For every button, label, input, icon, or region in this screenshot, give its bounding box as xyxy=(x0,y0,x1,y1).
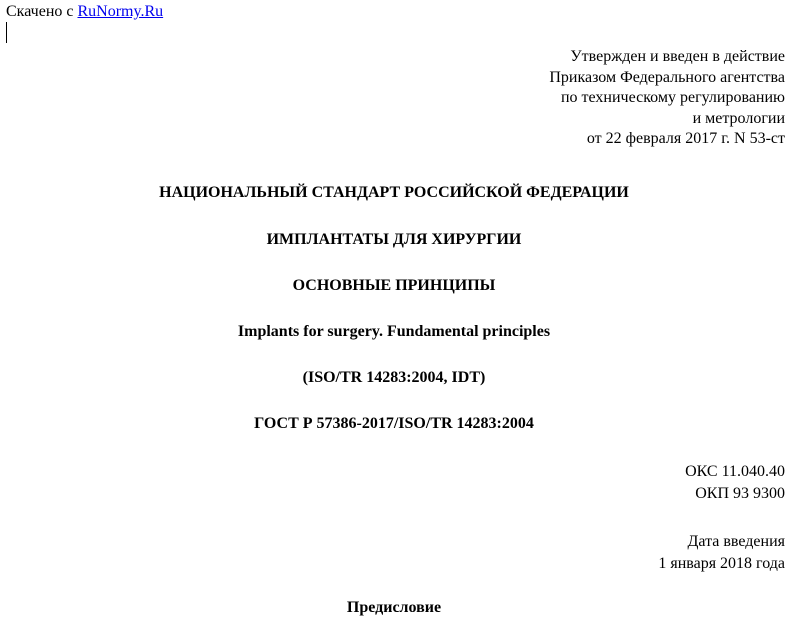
classification-codes xyxy=(685,461,785,505)
oks-code: ОКС 11.040.40 xyxy=(685,463,785,480)
approval-line: Приказом Федерального агентства xyxy=(549,68,785,86)
subtitle-ru-heading: ОСНОВНЫЕ ПРИНЦИПЫ xyxy=(292,277,496,294)
source-prefix: Скачено с xyxy=(6,3,78,20)
section-title: Предисловие xyxy=(346,599,442,616)
title-ru-heading: ИМПЛАНТАТЫ ДЛЯ ХИРУРГИИ xyxy=(266,231,522,248)
introduction-date-block xyxy=(658,531,785,575)
source-link[interactable]: RuNormy.Ru xyxy=(77,3,164,20)
source-line xyxy=(6,2,163,21)
approval-line: Утвержден и введен в действие xyxy=(570,48,785,65)
okp-code: ОКП 93 9300 xyxy=(695,485,785,502)
introduction-label: Дата введения xyxy=(687,533,785,550)
approval-line: от 22 февраля 2017 г. N 53-ст xyxy=(586,130,785,147)
text-cursor xyxy=(6,22,7,43)
approval-block xyxy=(549,47,785,150)
approval-line: и метрологии xyxy=(692,109,785,127)
gost-number: ГОСТ Р 57386-2017/ISO/TR 14283:2004 xyxy=(254,415,534,432)
title-en-heading: Implants for surgery. Fundamental principles xyxy=(237,323,551,340)
iso-reference: (ISO/TR 14283:2004, IDT) xyxy=(302,369,486,386)
approval-line: по техническому регулированию xyxy=(560,89,785,106)
introduction-date: 1 января 2018 года xyxy=(658,555,785,572)
standard-type-heading: НАЦИОНАЛЬНЫЙ СТАНДАРТ РОССИЙСКОЙ ФЕДЕРАЦИИ xyxy=(159,184,629,201)
